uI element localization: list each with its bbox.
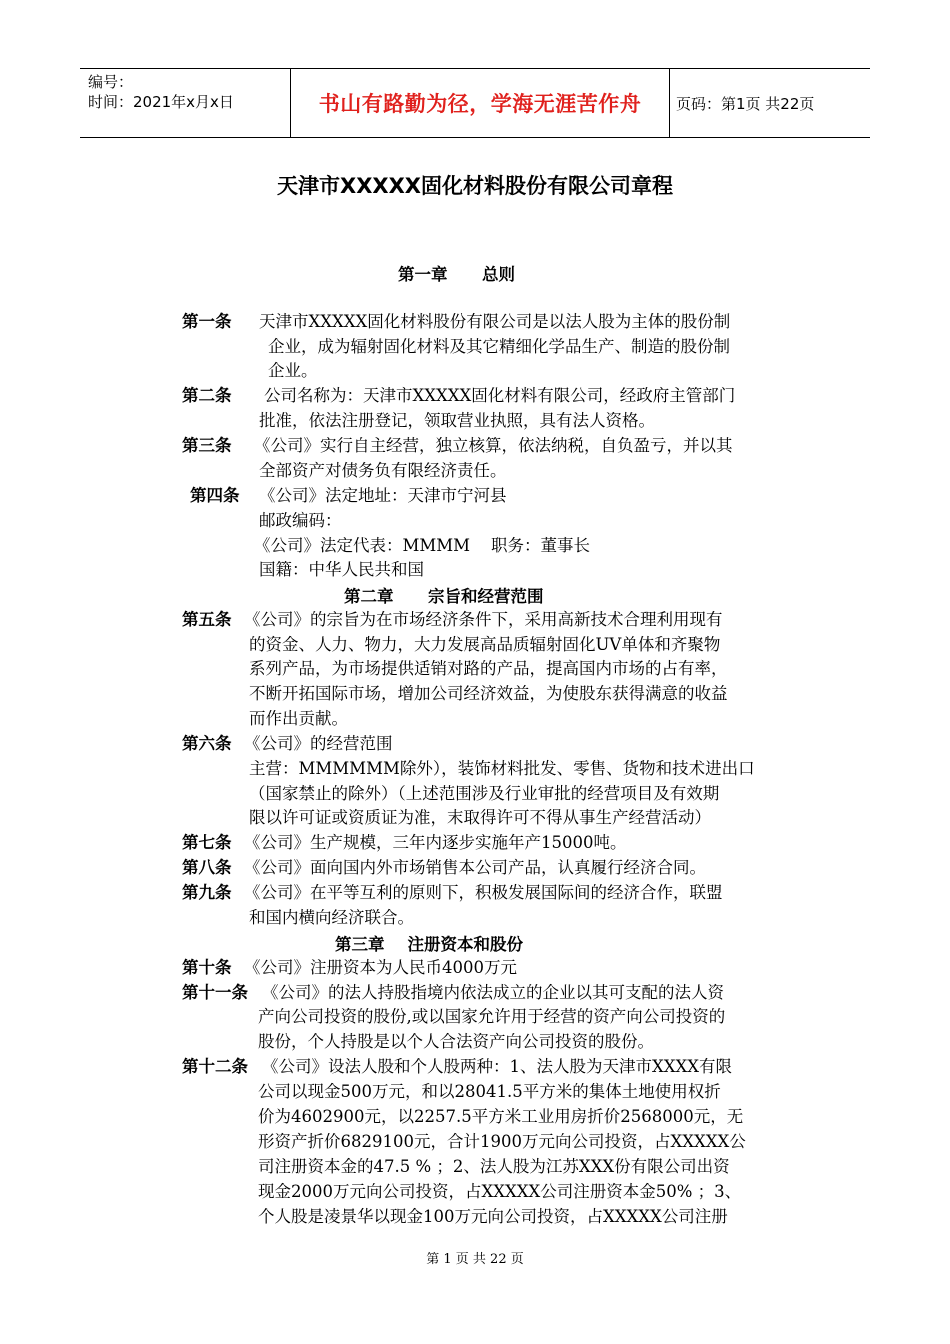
article-8 <box>182 856 232 880</box>
article-6-line: 《公司》的经营范围 <box>244 734 393 753</box>
article-6-line: 主营：MMMMMM除外），装饰材料批发、零售、货物和技术进出口 <box>249 759 755 778</box>
article-7-line: 《公司》生产规模，三年内逐步实施年产15000吨。 <box>244 833 627 852</box>
article-1-line: 企业，成为辐射固化材料及其它精细化学品生产、制造的股份制 <box>268 337 730 356</box>
article-12 <box>182 1055 248 1079</box>
article-2 <box>182 384 232 408</box>
article-2-line: 批准，依法注册登记，领取营业执照，具有法人资格。 <box>259 411 655 430</box>
article-12-line: 个人股是凌景华以现金100万元向公司投资，占XXXXX公司注册 <box>258 1207 728 1226</box>
chapter-1-heading: 第一章 总则 <box>398 265 515 284</box>
article-5-label: 第五条 <box>182 610 232 629</box>
article-9-label: 第九条 <box>182 883 232 902</box>
article-6-label: 第六条 <box>182 734 232 753</box>
article-5-line: 不断开拓国际市场，增加公司经济效益，为使股东获得满意的收益 <box>249 684 728 703</box>
article-8-label: 第八条 <box>182 858 232 877</box>
article-9-line: 和国内横向经济联合。 <box>249 908 414 927</box>
article-4-line: 《公司》法定地址：天津市宁河县 <box>259 486 507 505</box>
article-11 <box>182 981 248 1005</box>
article-5-line: 《公司》的宗旨为在市场经济条件下，采用高新技术合理利用现有 <box>244 610 723 629</box>
article-9 <box>182 881 232 905</box>
article-10-label: 第十条 <box>182 958 232 977</box>
article-4 <box>190 484 240 508</box>
time-label: 时间：2021年x月x日 <box>88 93 234 111</box>
article-5-line: 的资金、人力、物力，大力发展高品质辐射固化UV单体和齐聚物 <box>249 635 721 654</box>
article-10 <box>182 956 232 980</box>
article-8-line: 《公司》面向国内外市场销售本公司产品，认真履行经济合同。 <box>244 858 706 877</box>
chapter-2-heading: 第二章 宗旨和经营范围 <box>344 587 544 606</box>
article-5-line: 而作出贡献。 <box>249 709 348 728</box>
article-6-line: 限以许可证或资质证为准，末取得许可不得从事生产经营活动） <box>249 808 711 827</box>
header-motto: 书山有路勤为径，学海无涯苦作舟 <box>291 69 670 137</box>
article-1-label: 第一条 <box>182 312 232 331</box>
article-3-line: 全部资产对债务负有限经济责任。 <box>259 461 507 480</box>
article-9-line: 《公司》在平等互利的原则下，积极发展国际间的经济合作，联盟 <box>244 883 723 902</box>
article-10-line: 《公司》注册资本为人民币4000万元 <box>244 958 517 977</box>
header-left-cell <box>80 69 291 137</box>
article-6 <box>182 732 232 756</box>
article-1-line: 企业。 <box>268 361 318 380</box>
page-footer: 第 1 页 共 22 页 <box>426 1252 524 1267</box>
article-11-label: 第十一条 <box>182 983 248 1002</box>
article-11-line: 产向公司投资的股份,或以国家允许用于经营的资产向公司投资的 <box>258 1007 726 1026</box>
article-4-label: 第四条 <box>190 486 240 505</box>
article-5 <box>182 608 232 632</box>
article-12-line: 《公司》设法人股和个人股两种：1、法人股为天津市XXXX有限 <box>262 1057 732 1076</box>
article-11-line: 股份，个人持股是以个人合法资产向公司投资的股份。 <box>258 1032 654 1051</box>
article-3 <box>182 434 232 458</box>
article-12-line: 现金2000万元向公司投资，占XXXXX公司注册资本金50% ；3、 <box>258 1182 742 1201</box>
article-4-line: 《公司》法定代表：MMMM 职务：董事长 <box>254 536 591 555</box>
article-4-line: 国籍：中华人民共和国 <box>259 560 424 579</box>
number-label: 编号： <box>88 73 134 91</box>
document-title: 天津市XXXXX固化材料股份有限公司章程 <box>277 174 673 198</box>
page-header <box>80 68 870 138</box>
article-1-line: 天津市XXXXX固化材料股份有限公司是以法人股为主体的股份制 <box>259 312 731 331</box>
article-3-line: 《公司》实行自主经营，独立核算，依法纳税，自负盈亏，并以其 <box>254 436 733 455</box>
chapter-3-heading: 第三章 注册资本和股份 <box>335 935 523 954</box>
article-5-line: 系列产品，为市场提供适销对路的产品，提高国内市场的占有率， <box>249 659 728 678</box>
header-page-info: 页码：第1页 共22页 <box>676 94 815 113</box>
article-12-line: 形资产折价6829100元，合计1900万元向公司投资，占XXXXX公 <box>258 1132 746 1151</box>
article-2-line: 公司名称为：天津市XXXXX固化材料有限公司，经政府主管部门 <box>264 386 736 405</box>
article-12-line: 公司以现金500万元，和以28041.5平方米的集体土地使用权折 <box>258 1082 721 1101</box>
article-7-label: 第七条 <box>182 833 232 852</box>
article-12-label: 第十二条 <box>182 1057 248 1076</box>
article-7 <box>182 831 232 855</box>
article-11-line: 《公司》的法人持股指境内依法成立的企业以其可支配的法人资 <box>262 983 724 1002</box>
article-1 <box>182 310 232 334</box>
article-12-line: 司注册资本金的47.5 % ；2、法人股为江苏XXX份有限公司出资 <box>258 1157 730 1176</box>
article-3-label: 第三条 <box>182 436 232 455</box>
article-6-line: （国家禁止的除外）（上述范围涉及行业审批的经营项目及有效期 <box>249 784 720 803</box>
article-2-label: 第二条 <box>182 386 232 405</box>
article-4-line: 邮政编码： <box>259 511 342 530</box>
article-12-line: 价为4602900元，以2257.5平方米工业用房折价2568000元，无 <box>258 1107 744 1126</box>
